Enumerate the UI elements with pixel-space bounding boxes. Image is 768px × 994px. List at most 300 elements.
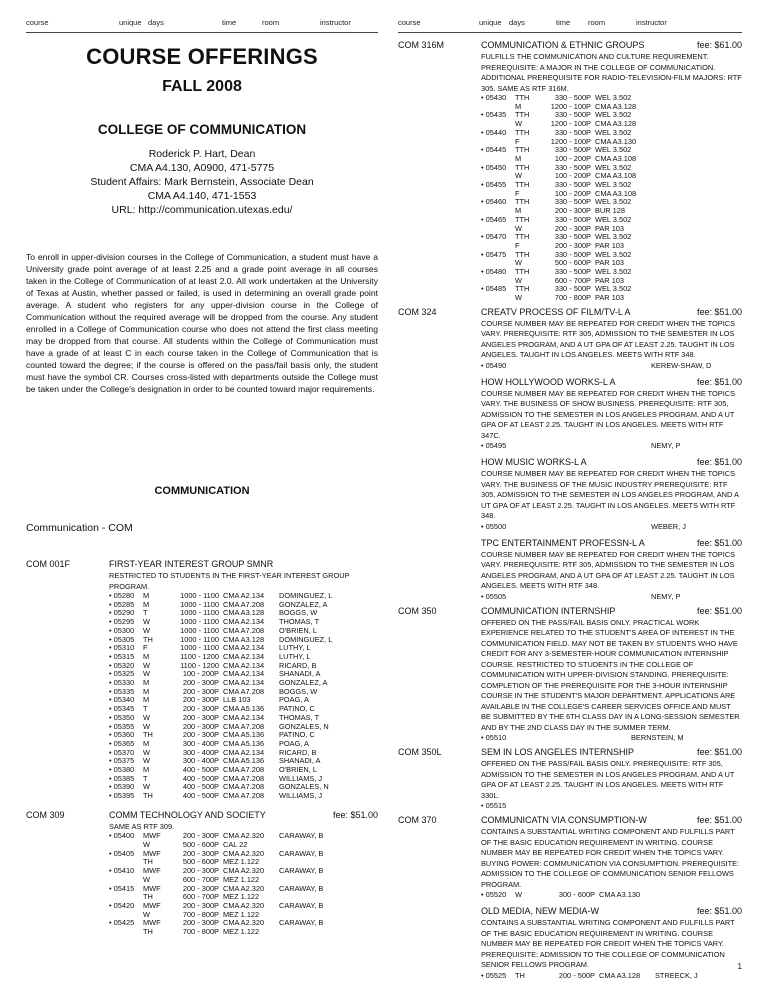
room: CMA A2.134 [223,660,265,670]
course-number: COM 316M [398,40,445,50]
course-com324 [398,307,742,602]
time: 330 - 500P [554,249,591,259]
days: TTH [515,267,530,277]
instructor: GONZALES, N [279,721,329,731]
days: M [515,153,522,163]
unique-number: • 05345 [109,704,135,714]
time: 330 - 500P [554,197,591,207]
unique-number: • 05280 [109,591,135,600]
course-number: COM 350L [398,747,442,758]
time: 600 - 700P [182,874,219,884]
time: 330 - 500P [554,162,591,172]
unique-number: • 05335 [109,686,135,696]
days: TH [143,730,153,740]
course-description: OFFERED ON THE PASS/FAIL BASIS ONLY. PRACTICAL WORK EXPERIENCE RELATED TO THE STUDENT'S AREA OF INTEREST IN THE COMMUNICATION FIELD. MAY NOT BE TAKEN BY STUDENTS WHO HAVE CREDIT FOR ANY 3-SEMESTER-HOUR COMMUNICATION INTERNSHIP COURSE. RESTRICTED TO STUDENTS IN THE COLLEGE OF COMMUNICATION WITH UPPER-DIVISION STANDING. PREREQUISITE: COMPLETION OF THE PREREQUISITE FOR THE 3-HOUR INTERNSHIP COURSE IN THE STUDENT'S MAJOR DEPARTMENT. APPLICATIONS ARE AVAILABLE IN THE COLLEGE'S CAREER SERVICES OFFICE AND MUST BE SUBMITTED BY THE 6TH CLASS DAY IN A LONG-SESSION SEMESTER AND BY THE 2ND CLASS DAY IN THE SUMMER TERM. [481,617,740,732]
unique-number: • 05460 [481,197,507,207]
days: TH [143,892,153,902]
instructor: WILLIAMS, J [279,773,323,783]
unique-number: • 05520 [481,890,507,900]
time: 330 - 500P [554,232,591,242]
topic-title: OLD MEDIA, NEW MEDIA-W fee: $51.00 [481,906,742,917]
instructor: CARAWAY, B [279,848,324,858]
time: 1000 - 1100 [180,634,219,644]
days: W [515,275,522,285]
days: W [143,721,150,731]
instructor: BOGGS, W [279,686,318,696]
room: CMA A5.136 [223,730,265,740]
right-column [398,38,742,981]
days: T [143,704,148,714]
days: W [143,617,150,627]
days: F [515,136,520,146]
section-line [481,361,742,371]
days: TH [143,927,153,937]
days: F [515,188,520,198]
time: 330 - 500P [554,127,591,137]
days: W [143,712,150,722]
intro-paragraph: To enroll in upper-division courses in the College of Communication, a student must have a University grade point average of at least 2.25 and a grade point average in all courses taken in the College of Communication of at least 2.0. All work undertaken at the University of Texas at Austin, whether passed or failed, is used in determining an overall grade point average. A student who registers for any upper-division course in the College of Communication without the required average will be dropped from the course. Any student enrolled in a College of Communication course who does not attend the first class meeting may be dropped from that course. All students within the College of Communication must have a grade of at least C in each course taken in the College of Communication that is counted toward the degree; if the course is offered on the pass/fail basis only, the student must have the symbol CR. Courses cross-listed with departments outside the College must be taken under the College's designation in order to be counted toward major requirements. [26,252,378,394]
instructor: CARAWAY, B [279,901,324,910]
instructor: SHANADI, A [279,756,321,766]
course-number: COM 324 [398,306,437,317]
days: M [515,206,522,216]
days: TTH [515,93,530,102]
days: W [143,840,150,850]
unique-number: • 05430 [481,93,507,102]
room: CMA A7.208 [223,686,265,696]
days: TTH [515,110,530,120]
course-number: COM 309 [26,809,65,820]
unique-number [109,928,143,937]
unique-number: • 05425 [109,918,135,928]
student-affairs-line: Student Affairs: Mark Bernstein, Associate Dean [90,176,314,188]
unique-number: • 05455 [481,180,507,190]
days: TTH [515,145,530,155]
days: M [143,686,150,696]
header-time: time [556,18,571,27]
unique-number: • 05405 [109,848,135,858]
days: MWF [143,901,161,910]
room: CMA A3.130 [595,136,637,146]
days: M [515,101,522,111]
instructor: PATINO, C [279,704,315,714]
topic-description: CONTAINS A SUBSTANTIAL WRITING COMPONENT AND FULFILLS PART OF THE BASIC EDUCATION REQUIREMENT IN WRITING. COURSE NUMBER MAY BE REPEATED FOR CREDIT WHEN THE TOPICS VARY. BUYING POWER: COMMUNICATION VIA CONSUMPTION. PREREQUISITE: ADMISSION TO THE COLLEGE OF COMMUNICATION SENIOR FELLOWS PROGRAM. [481,827,740,889]
days: M [143,678,150,688]
room: CMA A7.208 [223,625,265,635]
room: CMA A7.208 [223,791,265,801]
days: MWF [143,848,161,858]
course-com350 [398,606,742,744]
time: 200 - 300P [182,704,219,714]
time: 1200 - 100P [550,101,591,111]
time: 1200 - 100P [550,136,591,146]
time: 1100 - 1200 [180,651,219,661]
unique-number: • 05415 [109,883,135,893]
instructor: CARAWAY, B [279,831,324,841]
days: TH [143,857,153,867]
instructor: PATINO, C [279,730,315,740]
room: CMA A2.320 [223,848,265,858]
time: 200 - 300P [182,712,219,722]
time: 1000 - 1100 [180,591,219,600]
days: TTH [515,214,530,224]
section-row [109,928,323,937]
course-description: FULFILLS THE COMMUNICATION AND CULTURE REQUIREMENT. PREREQUISITE: A MAJOR IN THE COLLEGE OF COMMUNICATION. ADDITIONAL PREREQUISITE FOR RADIO-TELEVISION-FILM MAJORS: RTF 305. SAME AS RTF 316M. [481,52,742,93]
room: CMA A2.134 [223,669,265,679]
time: 100 - 200P [554,153,591,163]
room: CMA A2.134 [223,747,265,757]
time: 400 - 500P [182,765,219,775]
section-row [481,294,651,303]
college-url-line[interactable]: URL: http://communication.utexas.edu/ [111,204,293,216]
time: 200 - 300P [182,866,219,876]
unique-number: • 05495 [481,441,507,451]
time: 1200 - 100P [550,119,591,129]
unique-number: • 05380 [109,765,135,775]
time: 400 - 500P [182,782,219,792]
room: PAR 103 [595,275,625,285]
days: TH [143,634,153,644]
days: TTH [515,127,530,137]
topic [481,307,742,371]
room: MEZ 1.122 [223,857,260,867]
days: W [515,890,522,900]
days: T [143,773,148,783]
days: TTH [515,232,530,242]
instructor: BERNSTEIN, M [631,733,684,743]
time: 200 - 500P [558,970,595,980]
time: 600 - 700P [182,892,219,902]
header-unique: unique [479,18,502,27]
unique-number: • 05315 [109,651,135,661]
days: TTH [515,249,530,259]
time: 200 - 300P [182,831,219,841]
days: TH [515,970,525,980]
unique-number: • 05285 [109,599,135,609]
room: CMA A5.136 [223,704,265,714]
course-com316m [398,40,742,303]
instructor: SHANADI, A [279,669,321,679]
instructor: RICARD, B [279,747,317,757]
college-info [26,147,378,217]
unique-number: • 05435 [481,110,507,120]
course-fee: fee: $51.00 [696,537,742,548]
topic-description: COURSE NUMBER MAY BE REPEATED FOR CREDIT WHEN THE TOPICS VARY. PREREQUISITE: RTF 305, ADMISSION TO THE SEMESTER IN LOS ANGELES PROGRAM, AND A UT GPA OF AT LEAST 2.25. TAUGHT IN LOS ANGELES. MEETS WITH RTF 348. [481,549,736,591]
unique-number: • 05400 [109,831,135,841]
days: W [143,660,150,670]
instructor: THOMAS, T [279,712,320,722]
instructor: CARAWAY, B [279,866,324,876]
days: W [515,258,522,268]
header-instructor: instructor [636,18,667,27]
unique-number: • 05410 [109,866,135,876]
days: M [143,591,150,600]
time: 200 - 300P [182,918,219,928]
section-line [481,733,742,743]
time: 330 - 500P [554,214,591,224]
time: 200 - 300P [182,730,219,740]
room: BUR 128 [595,206,625,216]
unique-number: • 05490 [481,360,507,370]
room: CMA A7.208 [223,721,265,731]
room: CMA A5.136 [223,738,265,748]
topic-title: TPC ENTERTAINMENT PROFESSN-L A fee: $51.00 [481,537,742,548]
time: 200 - 300P [182,901,219,910]
room: MEZ 1.122 [223,909,260,919]
room: MEZ 1.122 [223,927,260,937]
room: CMA A7.208 [223,599,265,609]
topic-description: COURSE NUMBER MAY BE REPEATED FOR CREDIT WHEN THE TOPICS VARY. THE BUSINESS OF SHOW BUSINESS. PREREQUISITE: RTF 305, ADMISSION TO THE SEMESTER IN LOS ANGELES PROGRAM, AND A UT GPA OF AT LEAST 2.25. TAUGHT IN LOS ANGELES. MEETS WITH RTF 347C. [481,388,736,440]
course-title: COMMUNICATION INTERNSHIP fee: $51.00 [481,605,742,616]
room: WEL 3.502 [595,180,632,190]
days: TTH [515,162,530,172]
time: 330 - 500P [554,110,591,120]
unique-number: • 05290 [109,608,135,618]
days: M [143,695,150,705]
days: M [143,765,150,775]
room: WEL 3.502 [595,284,632,294]
unique-number: • 05390 [109,782,135,792]
room: CAL 22 [223,840,248,850]
days: TTH [515,197,530,207]
time: 1000 - 1100 [180,608,219,618]
room: LLB 103 [223,695,251,705]
section-line [481,890,742,900]
time: 330 - 500P [554,180,591,190]
room: CMA A2.134 [223,617,265,627]
days: M [143,651,150,661]
course-fee: fee: $51.00 [696,747,742,758]
time: 200 - 300P [554,240,591,250]
time: 200 - 300P [554,206,591,216]
time: 500 - 600P [182,840,219,850]
days: W [143,782,150,792]
room: PAR 103 [595,258,625,268]
days: M [143,738,150,748]
unique-number: • 05310 [109,643,135,653]
page-title: COURSE OFFERINGS [86,44,318,69]
unique-number: • 05395 [109,791,135,801]
room: CMA A7.208 [223,782,265,792]
course-topics [481,307,742,602]
instructor: POAG, A [279,695,309,705]
time: 330 - 500P [554,284,591,294]
unique-number: • 05330 [109,678,135,688]
room: PAR 103 [595,240,625,250]
unique-number: • 05510 [481,733,507,743]
unique-number: • 05295 [109,617,135,627]
topic-description: CONTAINS A SUBSTANTIAL WRITING COMPONENT AND FULFILLS PART OF THE BASIC EDUCATION REQUIREMENT IN WRITING. COURSE NUMBER MAY BE REPEATED FOR CREDIT WHEN THE TOPICS VARY. PREREQUISITE: ADMISSION TO THE COLLEGE OF COMMUNICATION SENIOR FELLOWS PROGRAM. [481,918,735,970]
section-table [109,592,332,801]
course-number: COM 001F [26,559,71,569]
days: MWF [143,831,161,841]
time: 400 - 500P [182,791,219,801]
left-column [26,38,378,937]
time: 700 - 800P [554,293,591,303]
room: CMA A2.320 [223,866,265,876]
topic [481,906,742,981]
unique-number: • 05320 [109,660,135,670]
topic-description: COURSE NUMBER MAY BE REPEATED FOR CREDIT WHEN THE TOPICS VARY. THE BUSINESS OF THE MUSIC INDUSTRY PREREQUISITE: RTF 305, ADMISSION TO THE SEMESTER IN LOS ANGELES PROGRAM, AND A UT GPA OF AT LEAST 2.25. TAUGHT IN LOS ANGELES. MEETS WITH RTF 348. [481,469,739,521]
instructor: GONZALEZ, A [279,599,328,609]
header-time: time [222,18,237,27]
section-line [481,971,742,981]
days: MWF [143,866,161,876]
instructor: O'BRIEN, L [279,765,317,775]
days: W [143,669,150,679]
instructor: NEMY, P [651,441,681,451]
topic [481,377,742,452]
time: 1000 - 1100 [180,625,219,635]
header-rule [398,32,742,33]
time: 1000 - 1100 [180,643,219,653]
time: 400 - 500P [182,773,219,783]
room: CMA A3.128 [223,634,265,644]
time: 1000 - 1100 [180,617,219,627]
header-course: course [398,18,421,27]
time: 100 - 200P [554,188,591,198]
room: WEL 3.502 [595,110,632,120]
topic-title: HOW MUSIC WORKS-L A fee: $51.00 [481,457,742,468]
days: W [515,293,522,303]
room: MEZ 1.122 [223,892,260,902]
unique-number: • 05365 [109,738,135,748]
unique-number: • 05480 [481,267,507,277]
course-description: OFFERED ON THE PASS/FAIL BASIS ONLY. PREREQUISITE: RTF 305, ADMISSION TO THE SEMESTER IN LOS ANGELES PROGRAM, AND A UT GPA OF AT LEAST 2.25. TAUGHT IN LOS ANGELES. MEETS WITH RTF 330L. [481,759,735,800]
unique-number: • 05525 [481,970,507,980]
time: 330 - 500P [554,145,591,155]
topic [481,457,742,532]
days: T [143,608,148,618]
topic [481,815,742,900]
instructor: DOMINGUEZ, L [279,634,333,644]
days: W [143,747,150,757]
time: 300 - 400P [182,738,219,748]
instructor: STREECK, J [655,970,698,980]
dean-line: Roderick P. Hart, Dean [148,148,256,160]
time: 330 - 500P [554,267,591,277]
section-table [109,832,323,936]
course-title: COMMUNICATION & ETHNIC GROUPS fee: $61.00 [481,40,742,50]
room: CMA A3.108 [595,171,637,181]
room: CMA A3.128 [595,101,637,111]
room: CMA A3.128 [223,608,265,618]
instructor: BOGGS, W [279,608,318,618]
dean-office-line: CMA A4.130, A0900, 471-5775 [129,162,275,174]
time: 500 - 600P [554,258,591,268]
header-room: room [262,18,280,27]
topic [481,538,742,602]
room: CMA A5.136 [223,756,265,766]
room: CMA A2.134 [223,712,265,722]
course-title: SEM IN LOS ANGELES INTERNSHIP fee: $51.00 [481,747,742,758]
unique-number: • 05440 [481,127,507,137]
time: 600 - 700P [554,275,591,285]
course-title: FIRST-YEAR INTEREST GROUP SMNR [109,559,274,569]
course-com309 [26,810,378,937]
course-fee: fee: $51.00 [696,815,742,826]
instructor: KEREW-SHAW, D [651,360,712,370]
course-fee: fee: $61.00 [696,40,742,50]
instructor: LUTHY, L [279,643,311,653]
section-row [109,792,332,801]
time: 300 - 400P [182,747,219,757]
room: CMA A3.108 [595,153,637,163]
room: CMA A7.208 [223,765,265,775]
college-title: COLLEGE OF COMMUNICATION [97,122,307,137]
room: CMA A3.128 [599,970,641,980]
instructor: WILLIAMS, J [279,791,323,801]
days: W [143,874,150,884]
room: WEL 3.502 [595,214,632,224]
room: WEL 3.502 [595,93,632,102]
topic-title: COMMUNICATN VIA CONSUMPTION-W fee: $51.00 [481,815,742,826]
days: M [143,599,150,609]
unique-number: • 05340 [109,695,135,705]
unique-number: • 05305 [109,634,135,644]
instructor: WEBER, J [651,521,686,531]
unique-number: • 05485 [481,284,507,294]
days: F [515,240,520,250]
days: W [515,171,522,181]
time: 1100 - 1200 [180,660,219,670]
room: CMA A2.320 [223,918,265,928]
header-course: course [26,18,49,27]
days: TTH [515,284,530,294]
course-fee: fee: $51.00 [696,306,742,317]
room: CMA A3.108 [595,188,637,198]
room: CMA A7.208 [223,773,265,783]
time: 300 - 400P [182,756,219,766]
room: PAR 103 [595,293,625,303]
unique-number: • 05450 [481,162,507,172]
room: CMA A2.134 [223,643,265,653]
course-topics [481,815,742,981]
unique-number: • 05500 [481,521,507,531]
section-line [481,522,742,532]
time: 1000 - 1100 [180,599,219,609]
page-number: 1 [737,962,742,971]
room: CMA A3.128 [595,119,637,129]
days: MWF [143,918,161,928]
unique-number: • 05505 [481,591,507,601]
unique-number: • 05515 [481,801,507,811]
unique-number: • 05355 [109,721,135,731]
time: 100 - 200P [182,669,219,679]
room: WEL 3.502 [595,197,632,207]
unique-number: • 05420 [109,901,135,910]
topic-title: HOW HOLLYWOOD WORKS-L A fee: $51.00 [481,376,742,387]
room: CMA A2.134 [223,591,265,600]
instructor: GONZALES, N [279,782,329,792]
room: MEZ 1.122 [223,874,260,884]
course-title: COMM TECHNOLOGY AND SOCIETY fee: $51.00 [109,809,378,820]
room: CMA A2.320 [223,883,265,893]
instructor [279,928,323,937]
course-com001f [26,559,378,801]
days: TH [143,791,153,801]
course-fee: fee: $51.00 [696,376,742,387]
course-com370 [398,815,742,981]
section-title: COMMUNICATION [154,485,250,497]
section-line [481,441,742,451]
room: WEL 3.502 [595,249,632,259]
instructor: LUTHY, L [279,651,311,661]
topic-description: COURSE NUMBER MAY BE REPEATED FOR CREDIT WHEN THE TOPICS VARY. PREREQUISITE: RTF 305, ADMISSION TO THE SEMESTER IN LOS ANGELES PROGRAM, AND A UT GPA OF AT LEAST 2.25. TAUGHT IN LOS ANGELES. TAUGHT IN LOS ANGELES. MEETS WITH RTF 348. [481,318,736,360]
days: W [143,625,150,635]
topic-title: CREATV PROCESS OF FILM/TV-L A fee: $51.00 [481,306,742,317]
unique-number: • 05475 [481,249,507,259]
